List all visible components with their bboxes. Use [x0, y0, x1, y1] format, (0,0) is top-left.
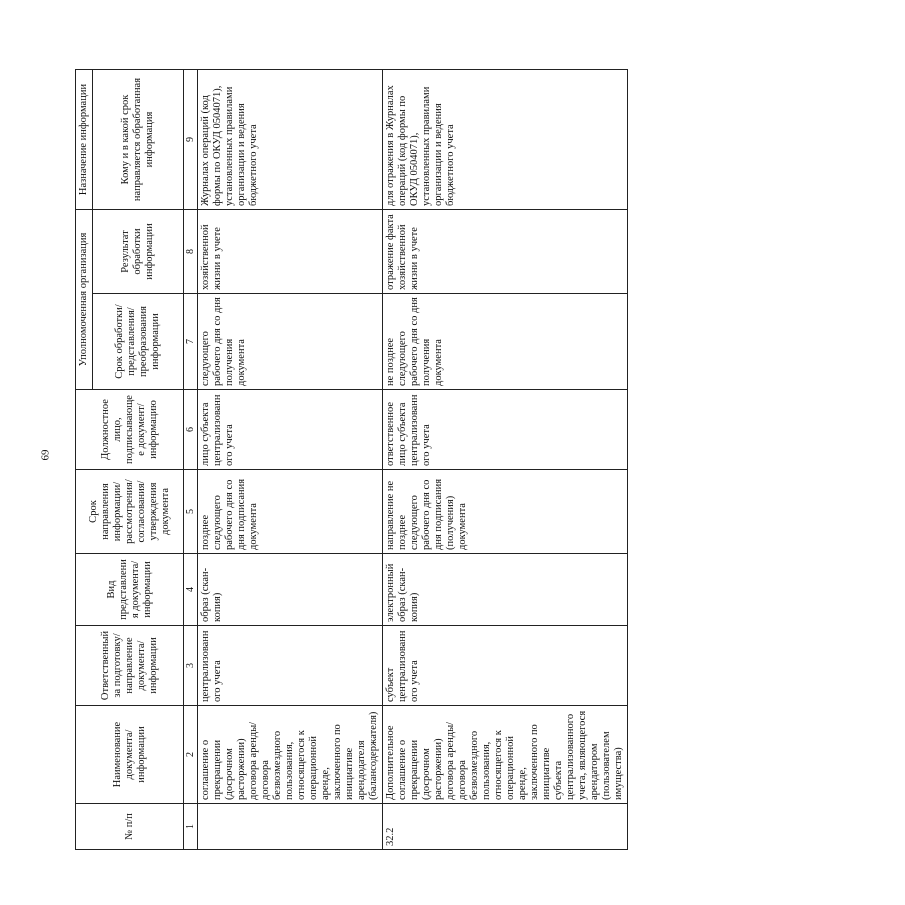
cell-official: лицо субъекта централизованного учета	[198, 390, 383, 470]
header-recipient: Кому и в какой срок направляется обработанная информация	[93, 70, 184, 210]
header-row-1	[76, 70, 93, 850]
table-row	[383, 70, 628, 850]
cell-proc-term: следующего рабочего дня со дня получения документа	[198, 294, 383, 390]
cell-result: отражение факта хозяйственной жизни в учете	[383, 210, 628, 294]
cell-name: Дополнительное соглашение о прекращении (досрочном расторжении) договора аренды/договора безвозмездного пользования, относящегося к операционной аренде, заключенного по инициативе субъекта централизованного учета, являющегося арендатором (пользователем имущества)	[383, 706, 628, 804]
table-row	[198, 70, 383, 850]
document-table-rotated	[75, 70, 624, 850]
page-number: 69	[39, 449, 52, 461]
colnum-4: 4	[184, 554, 198, 626]
cell-form: электронный образ (скан-копия)	[383, 554, 628, 626]
header-responsible: Ответственный за подготовку/ направление документа/ информации	[76, 626, 184, 706]
header-result: Результат обработки информации	[93, 210, 184, 294]
cell-proc-term: не позднее следующего рабочего дня со дня получения документа	[383, 294, 628, 390]
cell-purpose: Журналах операций (код формы по ОКУД 0504071), установленных правилами организации и ведения бюджетного учета	[198, 70, 383, 210]
colnum-2: 2	[184, 706, 198, 804]
cell-term: позднее следующего рабочего дня со дня подписания документа	[198, 470, 383, 554]
cell-responsible: субъект централизованного учета	[383, 626, 628, 706]
cell-result: хозяйственной жизни в учете	[198, 210, 383, 294]
cell-num: 32.2	[383, 804, 628, 850]
cell-responsible: централизованного учета	[198, 626, 383, 706]
header-form: Вид представления документа/ информации	[76, 554, 184, 626]
colnum-8: 8	[184, 210, 198, 294]
header-proc-term: Срок обработки/ представления/ преобразования информации	[93, 294, 184, 390]
header-official: Должностное лицо, подписывающее документ/ информацию	[76, 390, 184, 470]
header-group-purpose: Назначение информации	[76, 70, 93, 210]
document-table	[75, 69, 628, 850]
cell-term: направление не позднее следующего рабочего дня со дня подписания (получения) документа	[383, 470, 628, 554]
colnum-5: 5	[184, 470, 198, 554]
header-term: Срок направления информации/ рассмотрения/ согласования/ утверждения документа	[76, 470, 184, 554]
cell-form: образ (скан-копия)	[198, 554, 383, 626]
cell-name: соглашение о прекращении (досрочном расторжении) договора аренды/договора безвозмездного пользования, относящегося к операционной аренде, заключенного по инициативе арендодателя (балансодержателя)	[198, 706, 383, 804]
colnum-9: 9	[184, 70, 198, 210]
header-name: Наименование документа/ информации	[76, 706, 184, 804]
header-group-authorized-org: Уполномоченная организация	[76, 210, 93, 390]
colnum-3: 3	[184, 626, 198, 706]
cell-purpose: для отражения в Журналах операций (код формы по ОКУД 0504071), установленных правилами организации и ведения бюджетного учета	[383, 70, 628, 210]
cell-official: ответственное лицо субъекта централизованного учета	[383, 390, 628, 470]
cell-num	[198, 804, 383, 850]
header-num: № п/п	[76, 804, 184, 850]
column-numbers-row	[184, 70, 198, 850]
colnum-1: 1	[184, 804, 198, 850]
colnum-7: 7	[184, 294, 198, 390]
colnum-6: 6	[184, 390, 198, 470]
